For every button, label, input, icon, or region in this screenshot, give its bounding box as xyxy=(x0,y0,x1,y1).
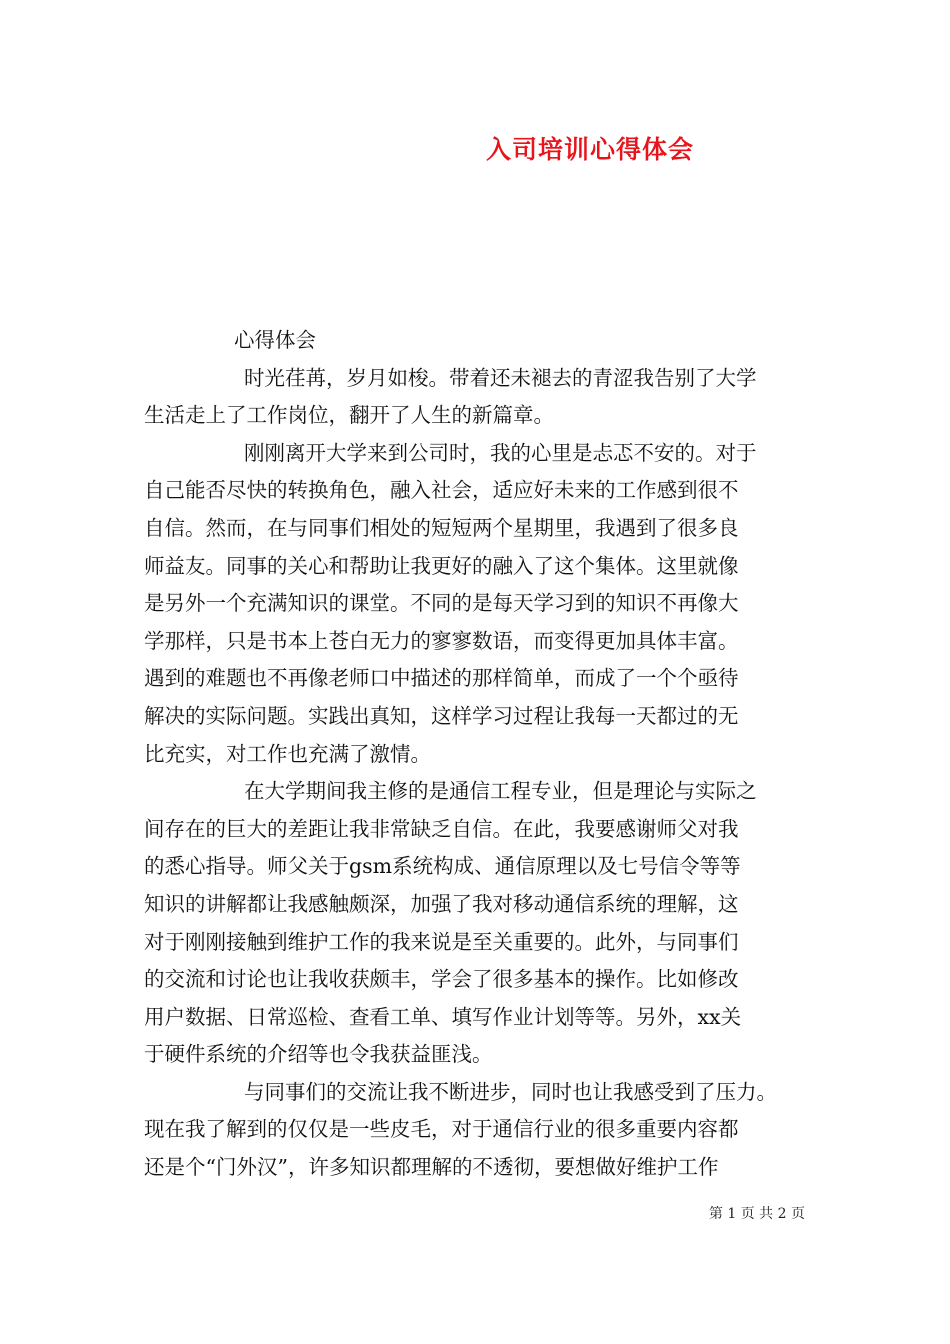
document-title: 入司培训心得体会 xyxy=(485,135,694,164)
paragraph-line: 解决的实际问题。实践出真知，这样学习过程让我每一天都过的无 xyxy=(144,703,739,728)
paragraph-line: 是另外一个充满知识的课堂。不同的是每天学习到的知识不再像大 xyxy=(144,591,739,616)
paragraph-line: 的交流和讨论也让我收获颇丰，学会了很多基本的操作。比如修改 xyxy=(144,967,739,992)
paragraph-line: 学那样，只是书本上苍白无力的寥寥数语，而变得更加具体丰富。 xyxy=(144,628,739,653)
paragraph-line: 自己能否尽快的转换角色，融入社会，适应好未来的工作感到很不 xyxy=(144,478,739,503)
paragraph-line: 时光荏苒，岁月如梭。带着还未褪去的青涩我告别了大学 xyxy=(244,365,757,390)
paragraph-line: 生活走上了工作岗位，翻开了人生的新篇章。 xyxy=(144,403,554,428)
paragraph-line: 在大学期间我主修的是通信工程专业，但是理论与实际之 xyxy=(244,779,757,804)
paragraph-line: 现在我了解到的仅仅是一些皮毛，对于通信行业的很多重要内容都 xyxy=(144,1117,739,1142)
document-body xyxy=(144,322,814,1187)
paragraph-line: 遇到的难题也不再像老师口中描述的那样简单，而成了一个个亟待 xyxy=(144,666,739,691)
paragraph-line: 知识的讲解都让我感触颇深，加强了我对移动通信系统的理解，这 xyxy=(144,891,739,916)
page-number-footer: 第 1 页 共 2 页 xyxy=(708,1206,805,1222)
paragraph-line: 师益友。同事的关心和帮助让我更好的融入了这个集体。这里就像 xyxy=(144,553,739,578)
paragraph-line: 对于刚刚接触到维护工作的我来说是至关重要的。此外，与同事们 xyxy=(144,929,739,954)
paragraph-line: 比充实，对工作也充满了激情。 xyxy=(144,741,431,766)
paragraph-line: 间存在的巨大的差距让我非常缺乏自信。在此，我要感谢师父对我 xyxy=(144,816,739,841)
paragraph-line: 用户数据、日常巡检、查看工单、填写作业计划等等。另外，xx关 xyxy=(144,1004,742,1029)
section-heading: 心得体会 xyxy=(234,328,316,352)
paragraph-line: 与同事们的交流让我不断进步，同时也让我感受到了压力。 xyxy=(244,1079,777,1104)
paragraph-line: 自信。然而，在与同事们相处的短短两个星期里，我遇到了很多良 xyxy=(144,515,739,540)
paragraph-line: 的悉心指导。师父关于gsm系统构成、通信原理以及七号信令等等 xyxy=(144,854,741,879)
paragraph-line: 刚刚离开大学来到公司时，我的心里是忐忑不安的。对于 xyxy=(244,440,757,465)
paragraph-line: 还是个“门外汉”，许多知识都理解的不透彻，要想做好维护工作 xyxy=(144,1155,719,1180)
paragraph-line: 于硬件系统的介绍等也令我获益匪浅。 xyxy=(144,1042,493,1067)
